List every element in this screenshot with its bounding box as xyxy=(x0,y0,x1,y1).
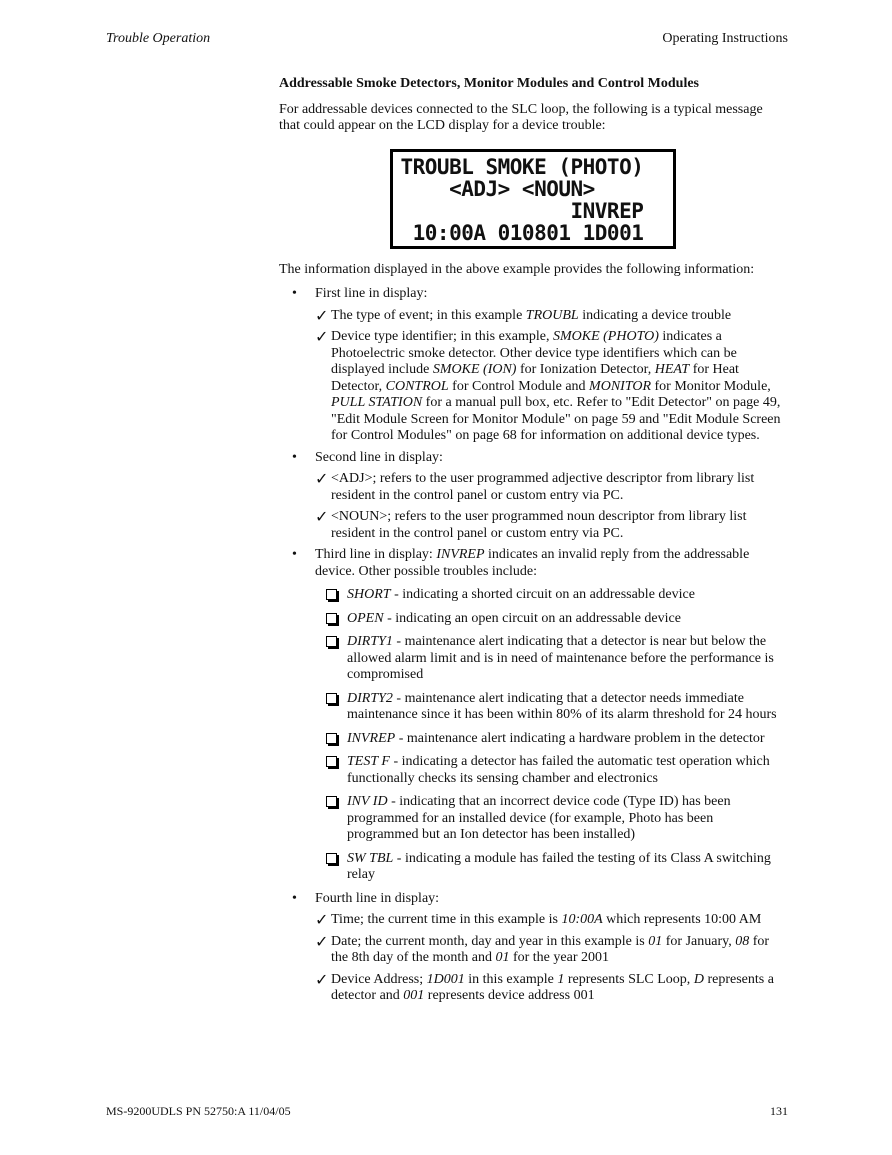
checkbox-square-icon xyxy=(326,693,337,704)
trouble-code: INV ID xyxy=(347,794,388,809)
emphasis: 10:00A xyxy=(561,912,603,927)
text: indicating a device trouble xyxy=(578,307,732,323)
check-item-time xyxy=(315,912,786,929)
checkmark-icon: ✓ xyxy=(315,507,329,526)
trouble-item xyxy=(315,851,786,884)
text: which represents 10:00 AM xyxy=(602,912,762,927)
bullet-icon: • xyxy=(292,890,297,906)
trouble-item xyxy=(315,587,786,604)
page-content xyxy=(279,76,786,1010)
trouble-item xyxy=(315,754,786,787)
text: <ADJ>; refers to the user programmed adjective descriptor from library list resident in the control panel or custom entry via PC. xyxy=(331,471,755,503)
text: for the 8th day of the month and xyxy=(331,933,770,965)
trouble-desc: - indicating a module has failed the testing of its Class A switching relay xyxy=(347,850,771,882)
text: Third line in display: xyxy=(315,547,437,562)
lcd-line-3: INVREP xyxy=(400,198,644,223)
list-item-fourth-line xyxy=(279,891,786,1005)
trouble-item xyxy=(315,691,786,724)
checkbox-square-icon xyxy=(326,636,337,647)
footer-document-id: MS-9200UDLS PN 52750:A 11/04/05 xyxy=(106,1104,291,1118)
trouble-code: INVREP xyxy=(347,730,396,746)
intro-paragraph: For addressable devices connected to the SLC loop, the following is a typical message that could appear on the LCD display for a device trouble: xyxy=(279,101,763,133)
trouble-code: DIRTY2 xyxy=(347,690,393,706)
checkbox-square-icon xyxy=(326,589,337,600)
emphasis: HEAT xyxy=(654,362,690,377)
text: The type of event; in this example xyxy=(331,307,526,323)
checkmark-icon: ✓ xyxy=(315,910,329,929)
emphasis: 01 xyxy=(495,950,510,965)
first-line-label: First line in display: xyxy=(315,286,428,301)
text: Date; the current month, day and year in this example is xyxy=(331,933,649,949)
lcd-display-example xyxy=(390,149,676,249)
lcd-explanation: The information displayed in the above example provides the following information: xyxy=(279,261,755,277)
bullet-icon: • xyxy=(292,547,297,562)
check-item-date xyxy=(315,931,786,967)
checkbox-square-icon xyxy=(326,613,337,624)
text: for Monitor Module, xyxy=(651,378,771,394)
text: Device Address; xyxy=(331,971,427,987)
emphasis: 01 xyxy=(648,933,663,949)
text: Device type identifier; in this example, xyxy=(331,329,553,344)
lcd-line-4: 10:00A 010801 1D001 xyxy=(400,220,644,245)
trouble-item xyxy=(315,611,786,628)
text: for the year 2001 xyxy=(509,950,609,965)
trouble-item xyxy=(315,731,786,748)
emphasis: MONITOR xyxy=(589,378,652,394)
emphasis: INVREP xyxy=(436,547,485,562)
trouble-desc: - indicating an open circuit on an addressable device xyxy=(383,610,681,626)
checkbox-square-icon xyxy=(326,796,337,807)
header-section-title: Trouble Operation xyxy=(106,31,211,46)
trouble-code: SHORT xyxy=(347,587,391,602)
text: for Ionization Detector, xyxy=(516,362,655,377)
lcd-line-2: <ADJ> <NOUN> xyxy=(400,176,595,201)
text: indicates a Photoelectric smoke detector. Other device type identifiers which can be displayed include xyxy=(331,329,737,377)
checkmark-icon: ✓ xyxy=(315,305,329,325)
check-item-address xyxy=(315,969,786,1005)
checkbox-square-icon xyxy=(326,853,337,864)
text: for Control Module and xyxy=(448,378,590,394)
text: for January, xyxy=(662,933,736,949)
text: <NOUN>; refers to the user programmed noun descriptor from library list resident in the control panel or custom entry via PC. xyxy=(331,509,747,541)
fourth-line-label: Fourth line in display: xyxy=(315,890,440,906)
check-item-noun xyxy=(315,509,786,542)
trouble-code: DIRTY1 xyxy=(347,634,393,649)
text: in this example xyxy=(464,971,558,987)
emphasis: CONTROL xyxy=(385,378,449,394)
check-item-event-type xyxy=(315,305,786,325)
text: for Heat Detector, xyxy=(331,362,739,394)
trouble-code: TEST F xyxy=(347,754,390,769)
emphasis: 1D001 xyxy=(426,971,465,987)
trouble-desc: - indicating that an incorrect device code (Type ID) has been programmed for an installed device (for example, Photo has been programmed but an Ion detector has been installed) xyxy=(347,794,731,842)
checkmark-icon: ✓ xyxy=(315,969,329,989)
text: indicates an invalid reply from the addressable device. Other possible troubles include: xyxy=(315,547,750,579)
emphasis: 1 xyxy=(557,971,565,987)
list-item-second-line xyxy=(279,450,786,543)
emphasis: D xyxy=(693,971,704,987)
emphasis: 001 xyxy=(403,988,425,1003)
trouble-desc: - indicating a shorted circuit on an addressable device xyxy=(390,587,695,602)
second-line-label: Second line in display: xyxy=(315,449,443,465)
check-item-adj xyxy=(315,471,786,504)
trouble-desc: - maintenance alert indicating a hardware problem in the detector xyxy=(395,730,765,746)
emphasis: 08 xyxy=(735,933,750,949)
list-item-third-line xyxy=(279,547,786,884)
lcd-line-1: TROUBL SMOKE (PHOTO) xyxy=(400,154,644,179)
text: represents a detector and xyxy=(331,971,774,1003)
emphasis: TROUBL xyxy=(525,307,579,323)
emphasis: SMOKE (ION) xyxy=(432,362,517,377)
page-number: 131 xyxy=(770,1104,788,1118)
bullet-icon: • xyxy=(292,286,297,301)
checkbox-square-icon xyxy=(326,756,337,767)
display-lines-list xyxy=(279,286,786,1005)
trouble-item xyxy=(315,634,786,684)
bullet-icon: • xyxy=(292,449,297,465)
troubles-list xyxy=(315,587,786,884)
section-heading: Addressable Smoke Detectors, Monitor Modules and Control Modules xyxy=(279,76,699,91)
checkmark-icon: ✓ xyxy=(315,327,329,346)
text: for a manual pull box, etc. Refer to "Edit Detector" on page 49, "Edit Module Screen for Monitor Module" on page 59 and "Edit Module Screen for Control Modules" on page 68 for information on additional device types. xyxy=(331,395,781,443)
text: Time; the current time in this example is xyxy=(331,912,562,927)
trouble-desc: - maintenance alert indicating that a detector needs immediate maintenance since it has been within 80% of its alarm threshold for 24 hours xyxy=(347,690,777,722)
header-chapter-title: Operating Instructions xyxy=(662,31,788,46)
checkbox-square-icon xyxy=(326,733,337,744)
trouble-code: SW TBL xyxy=(347,850,394,866)
trouble-desc: - indicating a detector has failed the automatic test operation which functionally checks its sensing chamber and electronics xyxy=(347,754,770,786)
trouble-desc: - maintenance alert indicating that a detector is near but below the allowed alarm limit and is in need of maintenance before the performance is compromised xyxy=(347,634,774,682)
trouble-item xyxy=(315,794,786,844)
trouble-code: OPEN xyxy=(347,610,384,626)
checkmark-icon: ✓ xyxy=(315,469,329,488)
text: represents SLC Loop, xyxy=(564,971,694,987)
emphasis: SMOKE (PHOTO) xyxy=(552,329,659,344)
list-item-first-line xyxy=(279,286,786,445)
emphasis: PULL STATION xyxy=(331,395,423,410)
checkmark-icon: ✓ xyxy=(315,931,329,951)
text: represents device address 001 xyxy=(424,988,595,1003)
check-item-device-type xyxy=(315,329,786,445)
